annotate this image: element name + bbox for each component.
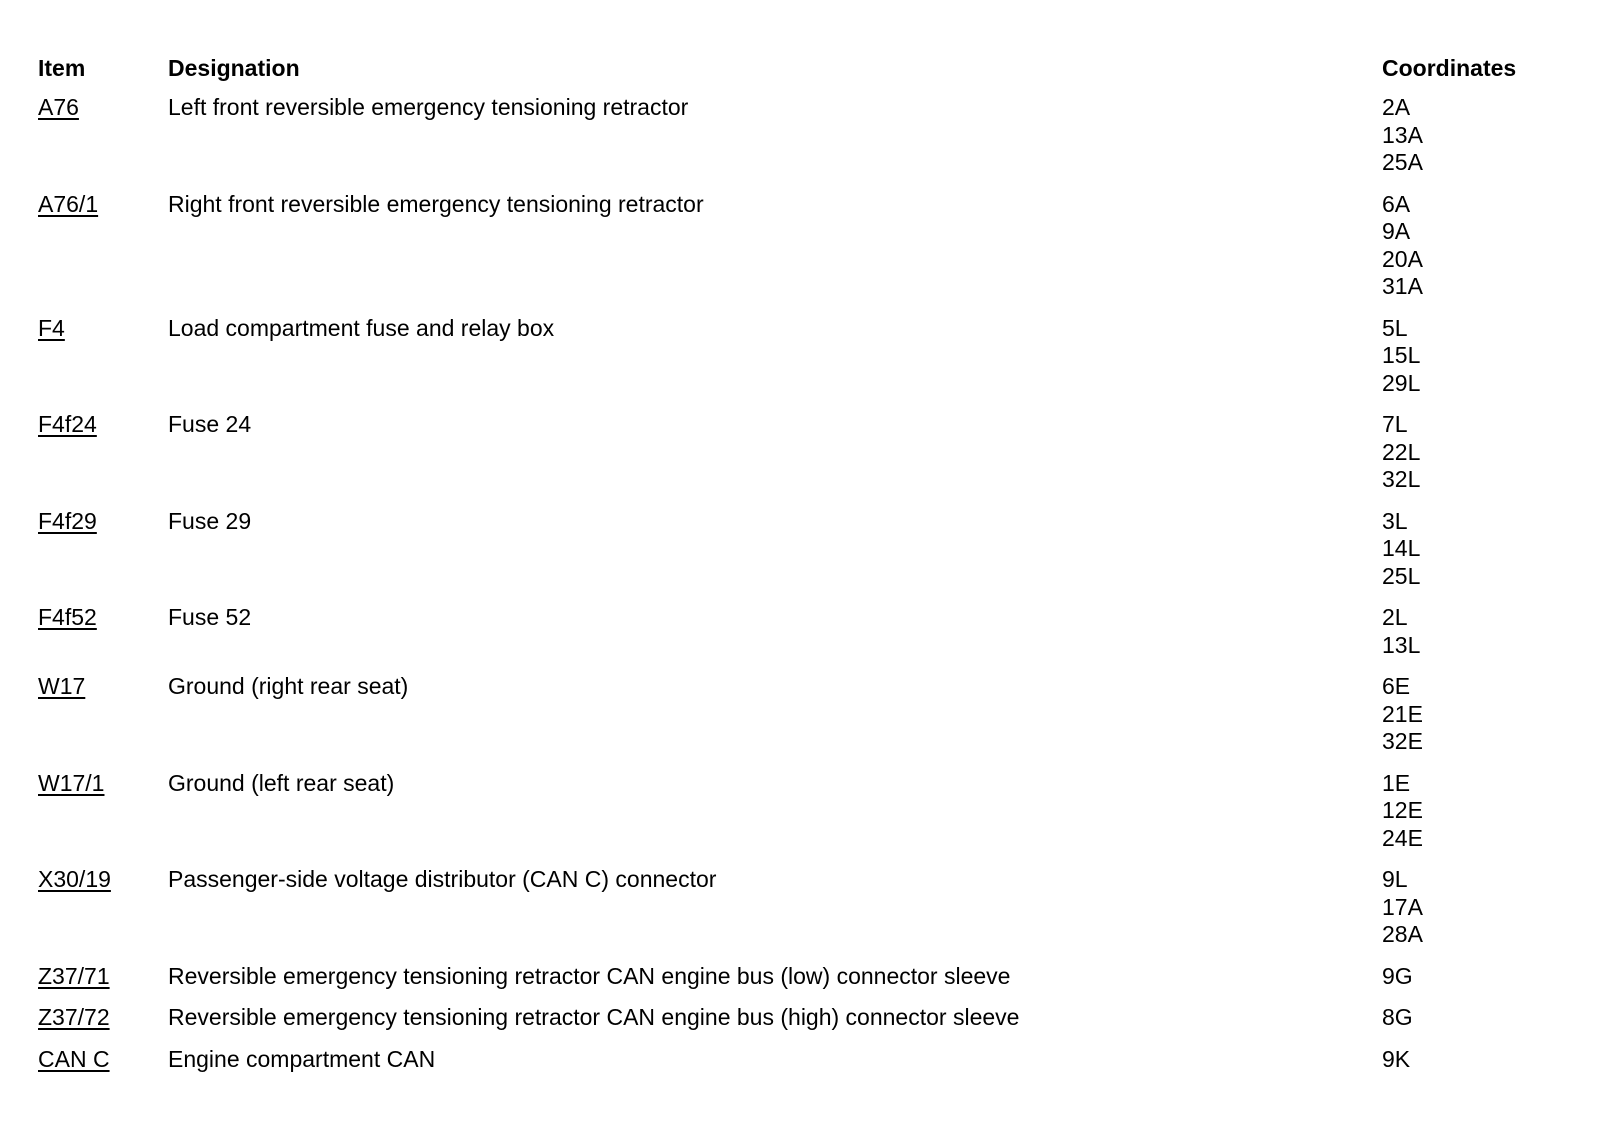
coordinate-value: 13L (1382, 631, 1421, 658)
item-link[interactable]: Z37/71 (38, 962, 110, 989)
coordinate-value: 13A (1382, 121, 1423, 148)
coordinate-value: 2A (1382, 94, 1411, 120)
coordinates-cell (1382, 1004, 1578, 1032)
item-cell (38, 191, 168, 219)
coordinate-value: 28A (1382, 921, 1423, 947)
item-link[interactable]: W17/1 (38, 769, 105, 796)
coordinate-value: 21E (1382, 700, 1423, 727)
coordinate-value: 1E (1382, 769, 1411, 796)
table-row (38, 1004, 1578, 1046)
table-row (38, 508, 1578, 605)
coordinate-value: 29L (1382, 369, 1421, 396)
item-cell (38, 315, 168, 343)
designation-cell: Fuse 52 (168, 604, 252, 630)
designation-cell: Engine compartment CAN (168, 1045, 436, 1072)
coordinates-cell (1382, 94, 1578, 177)
item-cell (38, 94, 168, 122)
item-link[interactable]: F4f29 (38, 507, 97, 534)
item-cell (38, 963, 168, 991)
coordinate-value: 3L (1382, 507, 1408, 534)
coordinate-value: 12E (1382, 797, 1423, 823)
header-designation: Designation (168, 55, 300, 81)
coordinate-value: 8G (1382, 1004, 1413, 1030)
item-cell (38, 673, 168, 701)
item-cell (38, 866, 168, 894)
coordinate-value: 7L (1382, 411, 1408, 437)
header-coordinates: Coordinates (1382, 55, 1517, 81)
table-body (38, 94, 1578, 1087)
coordinate-value: 25A (1382, 149, 1423, 175)
coordinate-value: 9K (1382, 1045, 1411, 1072)
item-cell (38, 411, 168, 439)
coordinate-value: 24E (1382, 824, 1423, 851)
item-link[interactable]: F4f24 (38, 411, 97, 437)
designation-cell: Fuse 29 (168, 507, 252, 534)
coordinates-cell (1382, 508, 1578, 591)
coordinates-cell (1382, 770, 1578, 853)
item-link[interactable]: Z37/72 (38, 1004, 110, 1030)
item-link[interactable]: A76 (38, 94, 79, 120)
item-link[interactable]: W17 (38, 673, 86, 699)
item-link[interactable]: F4 (38, 314, 65, 341)
table-row (38, 604, 1578, 673)
coordinates-cell (1382, 315, 1578, 398)
coordinate-value: 32L (1382, 466, 1421, 492)
designation-cell: Right front reversible emergency tensioning retractor (168, 190, 704, 217)
coordinate-value: 31A (1382, 273, 1423, 299)
item-cell (38, 1004, 168, 1032)
item-cell (38, 508, 168, 536)
coordinate-value: 2L (1382, 604, 1408, 630)
coordinate-value: 17A (1382, 893, 1423, 920)
table-row (38, 315, 1578, 412)
designation-cell: Reversible emergency tensioning retractor CAN engine bus (high) connector sleeve (168, 1004, 1020, 1030)
table-row (38, 411, 1578, 508)
coordinates-cell (1382, 604, 1578, 659)
item-cell (38, 1046, 168, 1074)
table-row (38, 963, 1578, 1005)
coordinate-value: 22L (1382, 438, 1421, 465)
table-row (38, 770, 1578, 867)
coordinate-value: 25L (1382, 562, 1421, 589)
table-row (38, 191, 1578, 315)
table-row (38, 94, 1578, 191)
designation-cell: Fuse 24 (168, 411, 252, 437)
coordinate-value: 9G (1382, 962, 1413, 989)
component-legend-table (38, 53, 1578, 1087)
coordinate-value: 20A (1382, 245, 1423, 272)
item-link[interactable]: CAN C (38, 1045, 110, 1072)
item-cell (38, 604, 168, 632)
item-link[interactable]: A76/1 (38, 190, 99, 217)
table-row (38, 673, 1578, 770)
item-cell (38, 770, 168, 798)
coordinates-cell (1382, 866, 1578, 949)
coordinate-value: 6E (1382, 673, 1411, 699)
coordinate-value: 9L (1382, 866, 1408, 892)
coordinate-value: 6A (1382, 190, 1411, 217)
table-row (38, 1046, 1578, 1088)
table-header-row (38, 53, 1578, 94)
coordinates-cell (1382, 411, 1578, 494)
designation-cell: Passenger-side voltage distributor (CAN C) connector (168, 866, 717, 892)
coordinate-value: 32E (1382, 728, 1423, 754)
designation-cell: Reversible emergency tensioning retractor CAN engine bus (low) connector sleeve (168, 962, 1011, 989)
coordinate-value: 14L (1382, 535, 1421, 561)
coordinates-cell (1382, 1046, 1578, 1074)
coordinates-cell (1382, 673, 1578, 756)
coordinate-value: 9A (1382, 218, 1411, 244)
designation-cell: Load compartment fuse and relay box (168, 314, 555, 341)
header-item: Item (38, 55, 86, 81)
designation-cell: Ground (right rear seat) (168, 673, 409, 699)
coordinate-value: 15L (1382, 342, 1421, 368)
coordinates-cell (1382, 963, 1578, 991)
designation-cell: Left front reversible emergency tensioning retractor (168, 94, 689, 120)
designation-cell: Ground (left rear seat) (168, 769, 395, 796)
table-row (38, 866, 1578, 963)
item-link[interactable]: F4f52 (38, 604, 97, 630)
coordinates-cell (1382, 191, 1578, 301)
item-link[interactable]: X30/19 (38, 866, 111, 892)
coordinate-value: 5L (1382, 314, 1408, 341)
